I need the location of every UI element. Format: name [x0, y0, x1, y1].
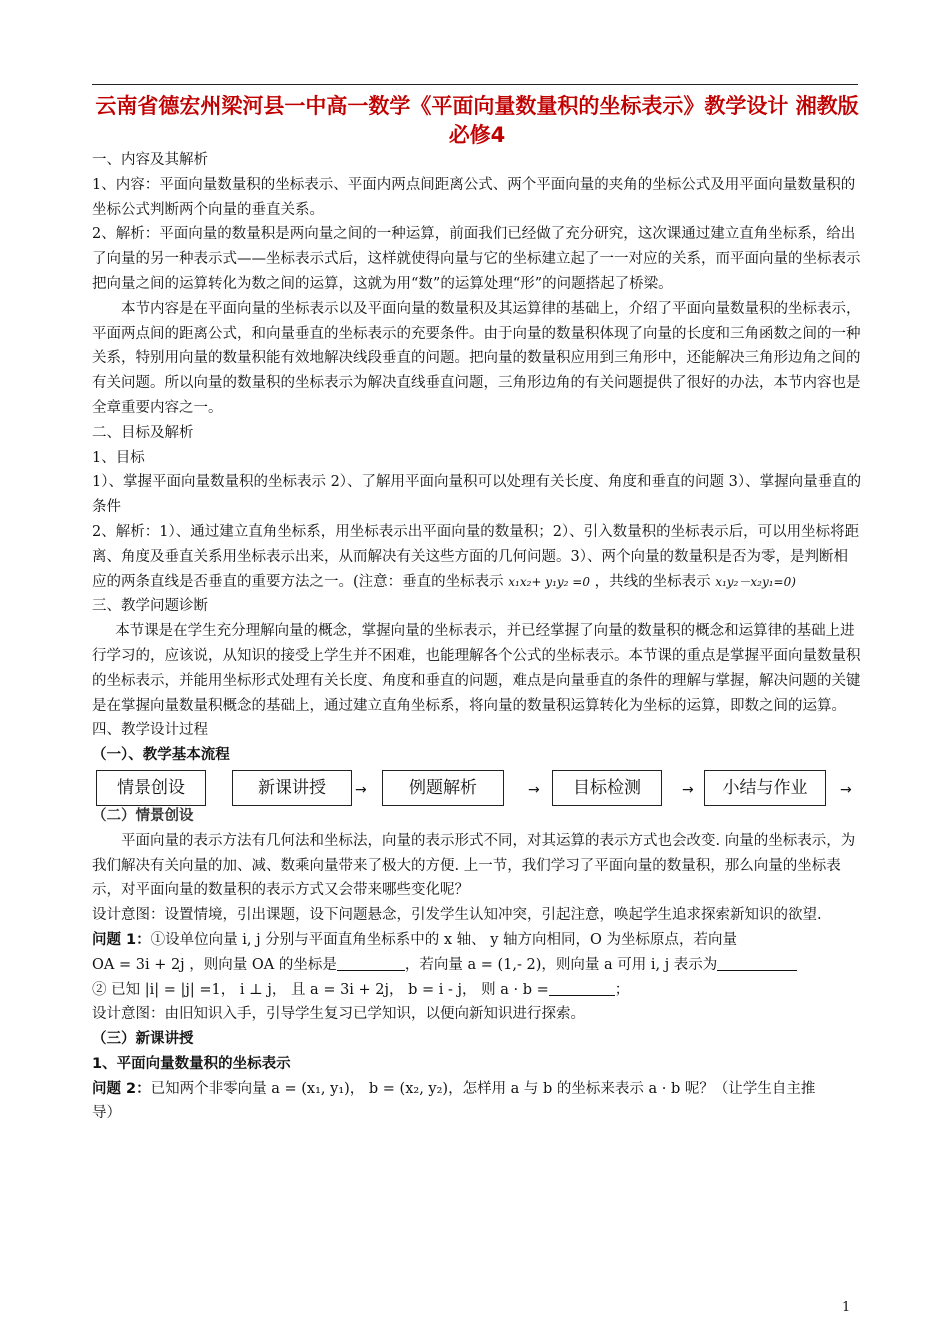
- flow-arrow-icon: →: [840, 781, 852, 798]
- collinear-text: ，共线的坐标表示: [594, 573, 711, 590]
- question-2: [92, 1077, 862, 1102]
- answer-blank: [717, 956, 797, 971]
- section-3-heading: 三、教学问题诊断: [92, 598, 208, 615]
- section-4-heading: 四、教学设计过程: [92, 722, 208, 739]
- topic-heading: 1、平面向量数量积的坐标表示: [92, 1055, 291, 1072]
- section-1-paragraph: 本节内容是在平面向量的坐标表示以及平面向量的数量积及其运算律的基础上，介绍了平面向量数量积的坐标表示，平面两点间的距离公式，和向量垂直的坐标表示的充要条件。由于向量的数量积体现了向量的长度和三角函数之间的一种关系，特别用向量的数量积能有效地解决线段垂直的问题。把向量的数量积应用到三角形中，还能解决三角形边角之间的有关问题。所以向量的数量积的坐标表示为解决直线垂直问题，三角形边角的有关问题提供了很好的办法，本节内容也是全章重要内容之一。: [92, 300, 861, 416]
- section-3-paragraph: 本节课是在学生充分理解向量的概念，掌握向量的坐标表示，并已经掌握了向量的数量积的概念和运算律的基础上进行学习的，应该说，从知识的接受上学生并不困难，也能理解各个公式的坐标表示。本节课的重点是掌握平面向量数量积的坐标表示，并能用坐标形式处理有关长度、角度和垂直的问题，难点是向量垂直的条件的理解与掌握，解决问题的关键是在掌握向量数量积概念的基础上，通过建立直角坐标系，将向量的数量积运算转化为坐标的运算，即数之间的运算。: [92, 623, 861, 714]
- question-1-end: ；: [614, 981, 630, 998]
- flow-step-2: 新课讲授: [232, 770, 352, 806]
- section-2-heading: 二、目标及解析: [92, 424, 194, 441]
- question-1-text-b: OA = 3i + 2j ，则向量 OA 的坐标是: [92, 956, 337, 973]
- flow-step-4: 目标检测: [552, 770, 662, 806]
- teaching-flowchart: [92, 770, 862, 816]
- header-rule: [92, 84, 858, 85]
- answer-blank: [549, 981, 615, 996]
- analysis-text: 2、解析：1）、通过建立直角坐标系，用坐标表示出平面向量的数量积；2）、引入数量积的坐标表示后，可以用坐标将距离、角度及垂直关系用坐标表示出来，从而解决有关这些方面的几何问题。3）、两个向量的数量积是否为零，是判断相应的两条直线是否垂直的重要方法之一。(注意：垂直的坐标表示: [92, 523, 860, 590]
- question-1-line-3: [92, 978, 862, 1003]
- question-1-label: 问题 1：: [92, 931, 151, 948]
- answer-blank: [337, 956, 405, 971]
- design-intent-2: 设计意图：由旧知识入手，引导学生复习已学知识，以便向新知识进行探索。: [92, 1006, 585, 1023]
- subsection-scenario-heading: （二）情景创设: [92, 807, 194, 824]
- design-intent-1: 设计意图：设置情境，引出课题，设下问题悬念，引发学生认知冲突，引起注意，唤起学生追求探索新知识的欲望.: [92, 907, 822, 924]
- flow-arrow-icon: →: [528, 781, 540, 798]
- flow-step-1: 情景创设: [96, 770, 206, 806]
- perpendicular-formula: x₁x₂+ y₁y₂ =0: [508, 574, 590, 589]
- question-1-text-c: ，若向量 a = (1,- 2)，则向量 a 可用 i, j 表示为: [404, 956, 718, 973]
- page-number: 1: [842, 1300, 851, 1315]
- question-1-line-1: [92, 928, 862, 953]
- question-2-label: 问题 2：: [92, 1080, 151, 1097]
- question-2-continued: 导）: [92, 1105, 121, 1122]
- flow-step-3: 例题解析: [382, 770, 504, 806]
- question-1-text-d: ② 已知 |i| = |j| =1， i ⊥ j， 且 a = 3i + 2j， b = i - j， 则 a · b =: [92, 981, 549, 998]
- section-1-heading: 一、内容及其解析: [92, 152, 208, 168]
- flow-heading: （一）、教学基本流程: [92, 747, 230, 764]
- document-body: [92, 148, 862, 1126]
- question-2-text: 已知两个非零向量 a = (x₁, y₁)， b = (x₂, y₂)，怎样用 a 与 b 的坐标来表示 a · b 呢？（让学生自主推: [150, 1080, 816, 1097]
- subsection-new-lesson-heading: （三）新课讲授: [92, 1031, 194, 1048]
- flow-arrow-icon: →: [682, 781, 694, 798]
- section-1-analysis: 2、解析：平面向量的数量积是两向量之间的一种运算，前面我们已经做了充分研究，这次课通过建立直角坐标系，给出了向量的另一种表示式——坐标表示式后，这样就使得向量与它的坐标建立起了一一对应的关系，而平面向量的坐标表示把向量之间的运算转化为数之间的运算，这就为用“数”的运算处理“形”的问题搭起了桥梁。: [92, 226, 861, 292]
- collinear-formula: x₁y₂－x₂y₁=0): [715, 574, 796, 589]
- scenario-paragraph: 平面向量的表示方法有几何法和坐标法，向量的表示形式不同，对其运算的表示方式也会改变. 向量的坐标表示，为我们解决有关向量的加、减、数乘向量带来了极大的方便. 上一节，我们学习了平面向量的数量积，那么向量的坐标表示，对平面向量的数量积的表示方式又会带来哪些变化呢？: [92, 832, 856, 899]
- section-2-analysis: [92, 520, 862, 594]
- section-1-content: 1、内容：平面向量数量积的坐标表示、平面内两点间距离公式、两个平面向量的夹角的坐标公式及用平面向量数量积的坐标公式判断两个向量的垂直关系。: [92, 176, 856, 218]
- section-2-goals: 1）、掌握平面向量数量积的坐标表示 2）、了解用平面向量积可以处理有关长度、角度和垂直的问题 3）、掌握向量垂直的条件: [92, 474, 862, 516]
- flow-arrow-icon: →: [355, 781, 367, 798]
- section-2-goal-label: 1、目标: [92, 449, 145, 466]
- document-title: 云南省德宏州梁河县一中高一数学《平面向量数量积的坐标表示》教学设计 湘教版必修4: [95, 94, 859, 147]
- question-1-text-a: ①设单位向量 i, j 分别与平面直角坐标系中的 x 轴、 y 轴方向相同，O 为坐标原点，若向量: [150, 931, 738, 948]
- question-1-line-2: [92, 953, 862, 978]
- flow-step-5: 小结与作业: [704, 770, 826, 806]
